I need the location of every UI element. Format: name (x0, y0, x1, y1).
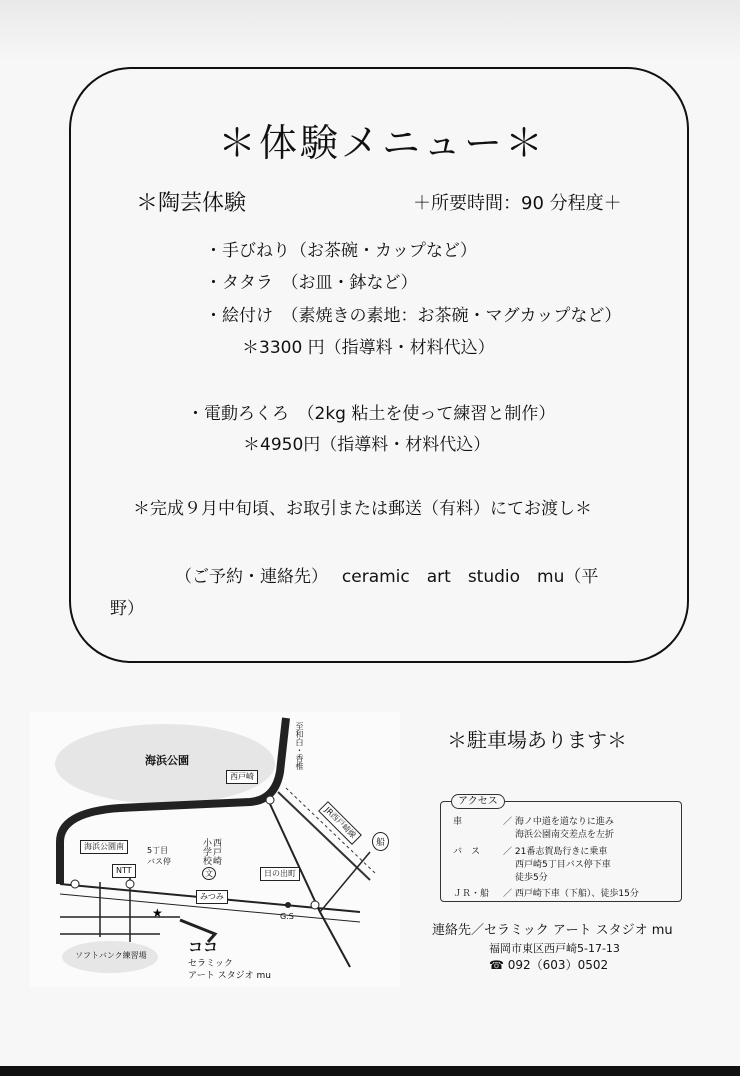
studio-label: セラミック (188, 959, 233, 969)
pottery-heading: ＊陶芸体験 (136, 191, 247, 216)
access-desc: 海浜公園南交差点を左折 (515, 830, 615, 840)
jr-line-label: JR西戸崎線 (318, 801, 362, 845)
duration-note: ＋所要時間：90 分程度＋ (413, 193, 622, 214)
park-label: 海浜公園 (145, 754, 189, 767)
pottery-item: ・タタラ （お皿・鉢など） (205, 273, 418, 293)
mitsumi-label: みつみ (196, 890, 228, 904)
parking-note: ＊駐車場あります＊ (447, 728, 627, 752)
access-title: アクセス (451, 794, 505, 809)
ntt-label: NTT (112, 864, 136, 878)
school-label: 小学校 (201, 838, 211, 865)
top-shadow (0, 0, 740, 60)
gs-label: G.S (280, 912, 294, 921)
access-mode: バ ス (453, 847, 481, 857)
wheel-price: ＊4950円（指導料・材料代込） (243, 435, 491, 455)
star-icon: ★ (152, 906, 163, 920)
road-north-label: 至和白・香椎 (295, 722, 304, 770)
nishitozaki-label: 西戸崎 (226, 770, 258, 784)
hinodecho-label: 日の出町 (260, 867, 300, 881)
footer-address: 福岡市東区西戸崎5-17-13 (489, 942, 620, 955)
pottery-item: ・絵付け （素焼きの素地：お茶碗・マグカップなど） (205, 306, 622, 326)
access-desc: ／ 21番志賀島行きに乗車 (503, 847, 608, 857)
school-label-2: 西戸崎 (211, 838, 221, 865)
wheel-item: ・電動ろくろ （2kg 粘土を使って練習と制作） (187, 404, 556, 424)
access-mode: ＪＲ・船 (453, 889, 490, 899)
access-desc: ／ 海ノ中道を道なりに進み (503, 817, 614, 827)
contact-line-cont: 野） (110, 599, 144, 619)
contact-line: （ご予約・連絡先） ceramic art studio mu（平 (175, 567, 599, 587)
pottery-price: ＊3300 円（指導料・材料代込） (242, 338, 495, 358)
access-mode: 車 (453, 817, 463, 827)
footer-phone: ☎ 092（603）0502 (489, 958, 609, 972)
access-desc: 西戸崎5丁目バス停下車 (515, 860, 611, 870)
completion-note: ＊完成９月中旬頃、お取引または郵送（有料）にてお渡し＊ (133, 499, 592, 519)
kaihin-minami-label: 海浜公園南 (80, 840, 128, 854)
access-desc: 徒歩5分 (515, 873, 548, 883)
bottom-bar (0, 1066, 740, 1076)
pottery-item: ・手びねり（お茶碗・カップなど） (205, 241, 477, 261)
footer-contact: 連絡先／セラミック アート スタジオ mu (432, 923, 673, 938)
koko-label: ココ (188, 938, 219, 956)
studio-label-2: アート スタジオ mu (188, 971, 271, 981)
softbank-label: ソフトバンク練習場 (75, 951, 147, 960)
school-mark: 文 (202, 867, 216, 880)
access-map (30, 712, 400, 987)
menu-title: ＊体験メニュー＊ (218, 121, 547, 165)
access-desc: ／ 西戸崎下車（下船）、徒歩15分 (503, 889, 639, 899)
bus-stop-label: 5丁目 バス停 (147, 846, 171, 866)
access-box (440, 796, 682, 902)
ferry-label: 船 (372, 832, 389, 851)
